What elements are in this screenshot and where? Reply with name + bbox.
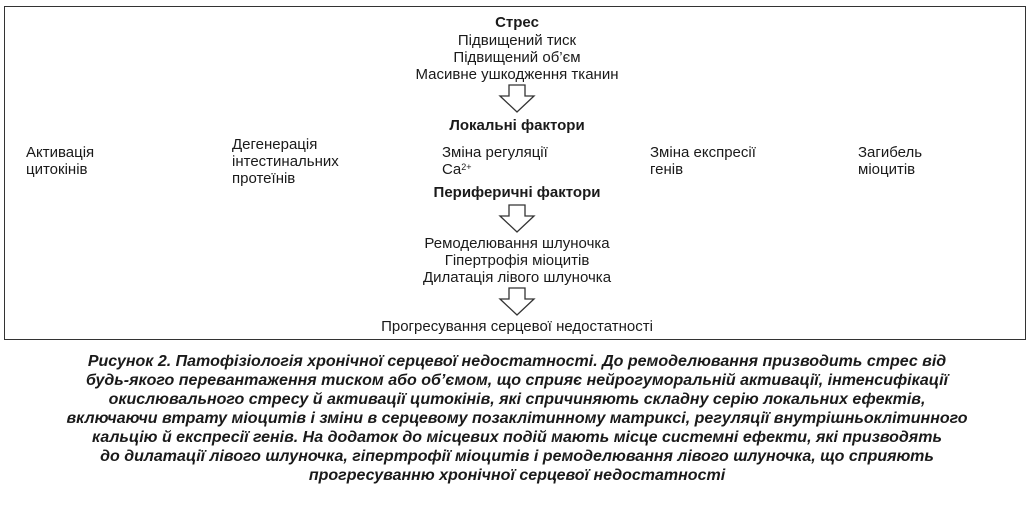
caption-line: Рисунок 2. Патофізіологія хронічної серцевої недостатності. До ремоделювання призводить стрес від [87,353,947,370]
calcium-regulation [442,144,548,178]
gene-expression-change: Зміна експресії генів [650,144,756,178]
peripheral-factors-title: Периферичні фактори [433,184,601,201]
local-factors-title: Локальні фактори [449,117,585,134]
figure-caption [4,352,1030,485]
caption-line: кальцію й експресії генів. На додаток до місцевих подій мають місце системні ефекти, які призводять [92,429,942,446]
down-arrow-icon [498,287,536,317]
down-arrow-icon [498,84,536,114]
protein-degeneration: Дегенерація інтестинальних протеїнів [232,136,339,187]
myocyte-death: Загибель міоцитів [858,144,923,178]
peripheral-item-hypertrophy: Гіпертрофія міоцитів [444,252,590,269]
down-arrow-icon [498,204,536,234]
stress-item-volume: Підвищений об’єм [453,49,581,66]
peripheral-item-dilatation: Дилатація лівого шлуночка [422,269,612,286]
peripheral-item-remodeling: Ремоделювання шлуночка [424,235,610,252]
calcium-symbol: Ca [442,161,462,178]
stress-title: Стрес [495,14,539,31]
calcium-charge: 2+ [461,162,472,172]
outcome-heart-failure: Прогресування серцевої недостатності [381,318,653,335]
caption-line: будь-якого перевантаження тиском або об’ємом, що сприяє нейрогуморальній активації, інтенсифікації [85,372,949,389]
calcium-regulation-label: Зміна регуляції [442,144,548,161]
caption-line: включаючи втрату міоцитів і зміни в серцевому позаклітинному матриксі, регуляції внутрішньоклітинного [66,410,968,427]
caption-line: прогресуванню хронічної серцевої недостатності [308,467,726,484]
caption-line: окислювального стресу й активації цитокінів, які спричиняють складну серію локальних ефектів, [108,391,926,408]
caption-line: до дилатації лівого шлуночка, гіпертрофії міоцитів і ремоделювання лівого шлуночка, що сприяють [100,448,934,465]
stress-item-tissue-damage: Масивне ушкодження тканин [415,66,619,83]
stress-item-pressure: Підвищений тиск [457,32,577,49]
cytokine-activation: Активація цитокінів [26,144,95,178]
